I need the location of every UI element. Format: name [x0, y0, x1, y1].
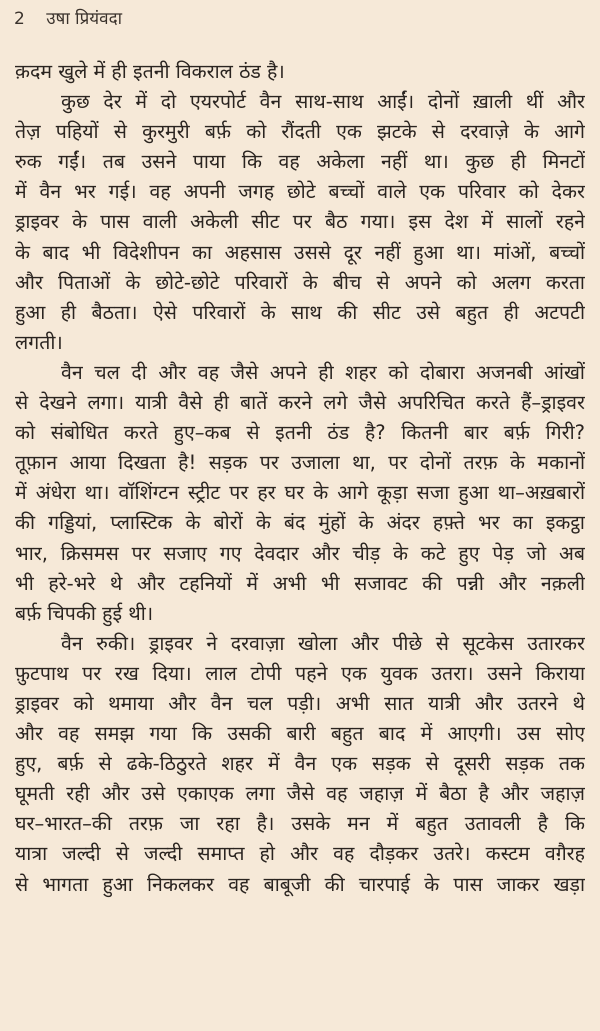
text-line: से भागता हुआ निकलकर वह बाबूजी की चारपाई के पास जाकर खड़ा: [15, 872, 585, 896]
running-title: उषा प्रियंवदा: [46, 9, 123, 29]
text-line: वैन रुकी। ड्राइवर ने दरवाज़ा खोला और पीछे से सूटकेस उतारकर: [61, 631, 585, 655]
running-header: [14, 6, 122, 29]
text-line: भी हरे-भरे थे और टहनियों में अभी भी सजावट की पन्नी और नक़ली: [15, 571, 585, 595]
text-line: क़दम खुले में ही इतनी विकराल ठंड है।: [15, 60, 285, 83]
text-line: कुछ देर में दो एयरपोर्ट वैन साथ-साथ आईं। दोनों ख़ाली थीं और: [61, 90, 585, 114]
text-line: से देखने लगा। यात्री वैसे ही बातें करने लगे जैसे अपरिचित करते हैं–ड्राइवर: [15, 391, 585, 415]
text-line: रुक गईं। तब उसने पाया कि वह अकेला नहीं था। कुछ ही मिनटों: [15, 150, 585, 174]
body-text: [15, 57, 585, 900]
text-line: में अंधेरा था। वॉशिंग्टन स्ट्रीट पर हर घर के आगे कूड़ा सजा हुआ था–अख़बारों: [15, 481, 585, 505]
text-line: हुए, बर्फ़ से ढके-ठिठुरते शहर में वैन एक सड़क से दूसरी सड़क तक: [15, 752, 585, 776]
text-line: ड्राइवर को थमाया और वैन चल पड़ी। अभी सात यात्री और उतरने थे: [15, 691, 585, 715]
text-line: हुआ ही बैठता। ऐसे परिवारों के साथ की सीट उसे बहुत ही अटपटी: [15, 300, 585, 324]
page-number: 2: [14, 9, 25, 29]
text-line: और वह समझ गया कि उसकी बारी बहुत बाद में आएगी। उस सोए: [15, 722, 585, 746]
text-line: घर–भारत–की तरफ़ जा रहा है। उसके मन में बहुत उतावली है कि: [15, 812, 585, 836]
text-line: को संबोधित करते हुए–कब से इतनी ठंड है? कितनी बार बर्फ़ गिरी?: [15, 421, 585, 445]
text-line: के बाद भी विदेशीपन का अहसास उससे दूर नहीं हुआ था। मांओं, बच्चों: [15, 240, 585, 264]
text-line: यात्रा जल्दी से जल्दी समाप्त हो और वह दौड़कर उतरे। कस्टम वग़ैरह: [15, 842, 585, 866]
text-line: लगती।: [15, 330, 63, 354]
text-line: की गड्डियां, प्लास्टिक के बोरों के बंद मुंहों के अंदर हफ़्ते भर का इकट्ठा: [15, 511, 585, 535]
text-line: घूमती रही और उसे एकाएक लगा जैसे वह जहाज़ में बैठा है और जहाज़: [15, 782, 585, 806]
text-line: तेज़ पहियों से कुरमुरी बर्फ़ को रौंदती एक झटके से दरवाज़े के आगे: [15, 120, 585, 144]
text-line: में वैन भर गई। वह अपनी जगह छोटे बच्चों वाले एक परिवार को देकर: [15, 180, 585, 204]
text-line: और पिताओं के छोटे-छोटे परिवारों के बीच से अपने को अलग करता: [15, 270, 585, 294]
text-line: बर्फ़ चिपकी हुई थी।: [15, 601, 154, 625]
text-line: ड्राइवर के पास वाली अकेली सीट पर बैठ गया। इस देश में सालों रहने: [15, 210, 585, 234]
text-line: भार, क्रिसमस पर सजाए गए देवदार और चीड़ के कटे हुए पेड़ जो अब: [15, 541, 585, 565]
text-line: तूफ़ान आया दिखता है! सड़क पर उजाला था, पर दोनों तरफ़ के मकानों: [15, 451, 585, 475]
text-line: फ़ुटपाथ पर रख दिया। लाल टोपी पहने एक युवक उतरा। उसने किराया: [15, 661, 585, 685]
text-line: वैन चल दी और वह जैसे अपने ही शहर को दोबारा अजनबी आंखों: [61, 360, 585, 384]
